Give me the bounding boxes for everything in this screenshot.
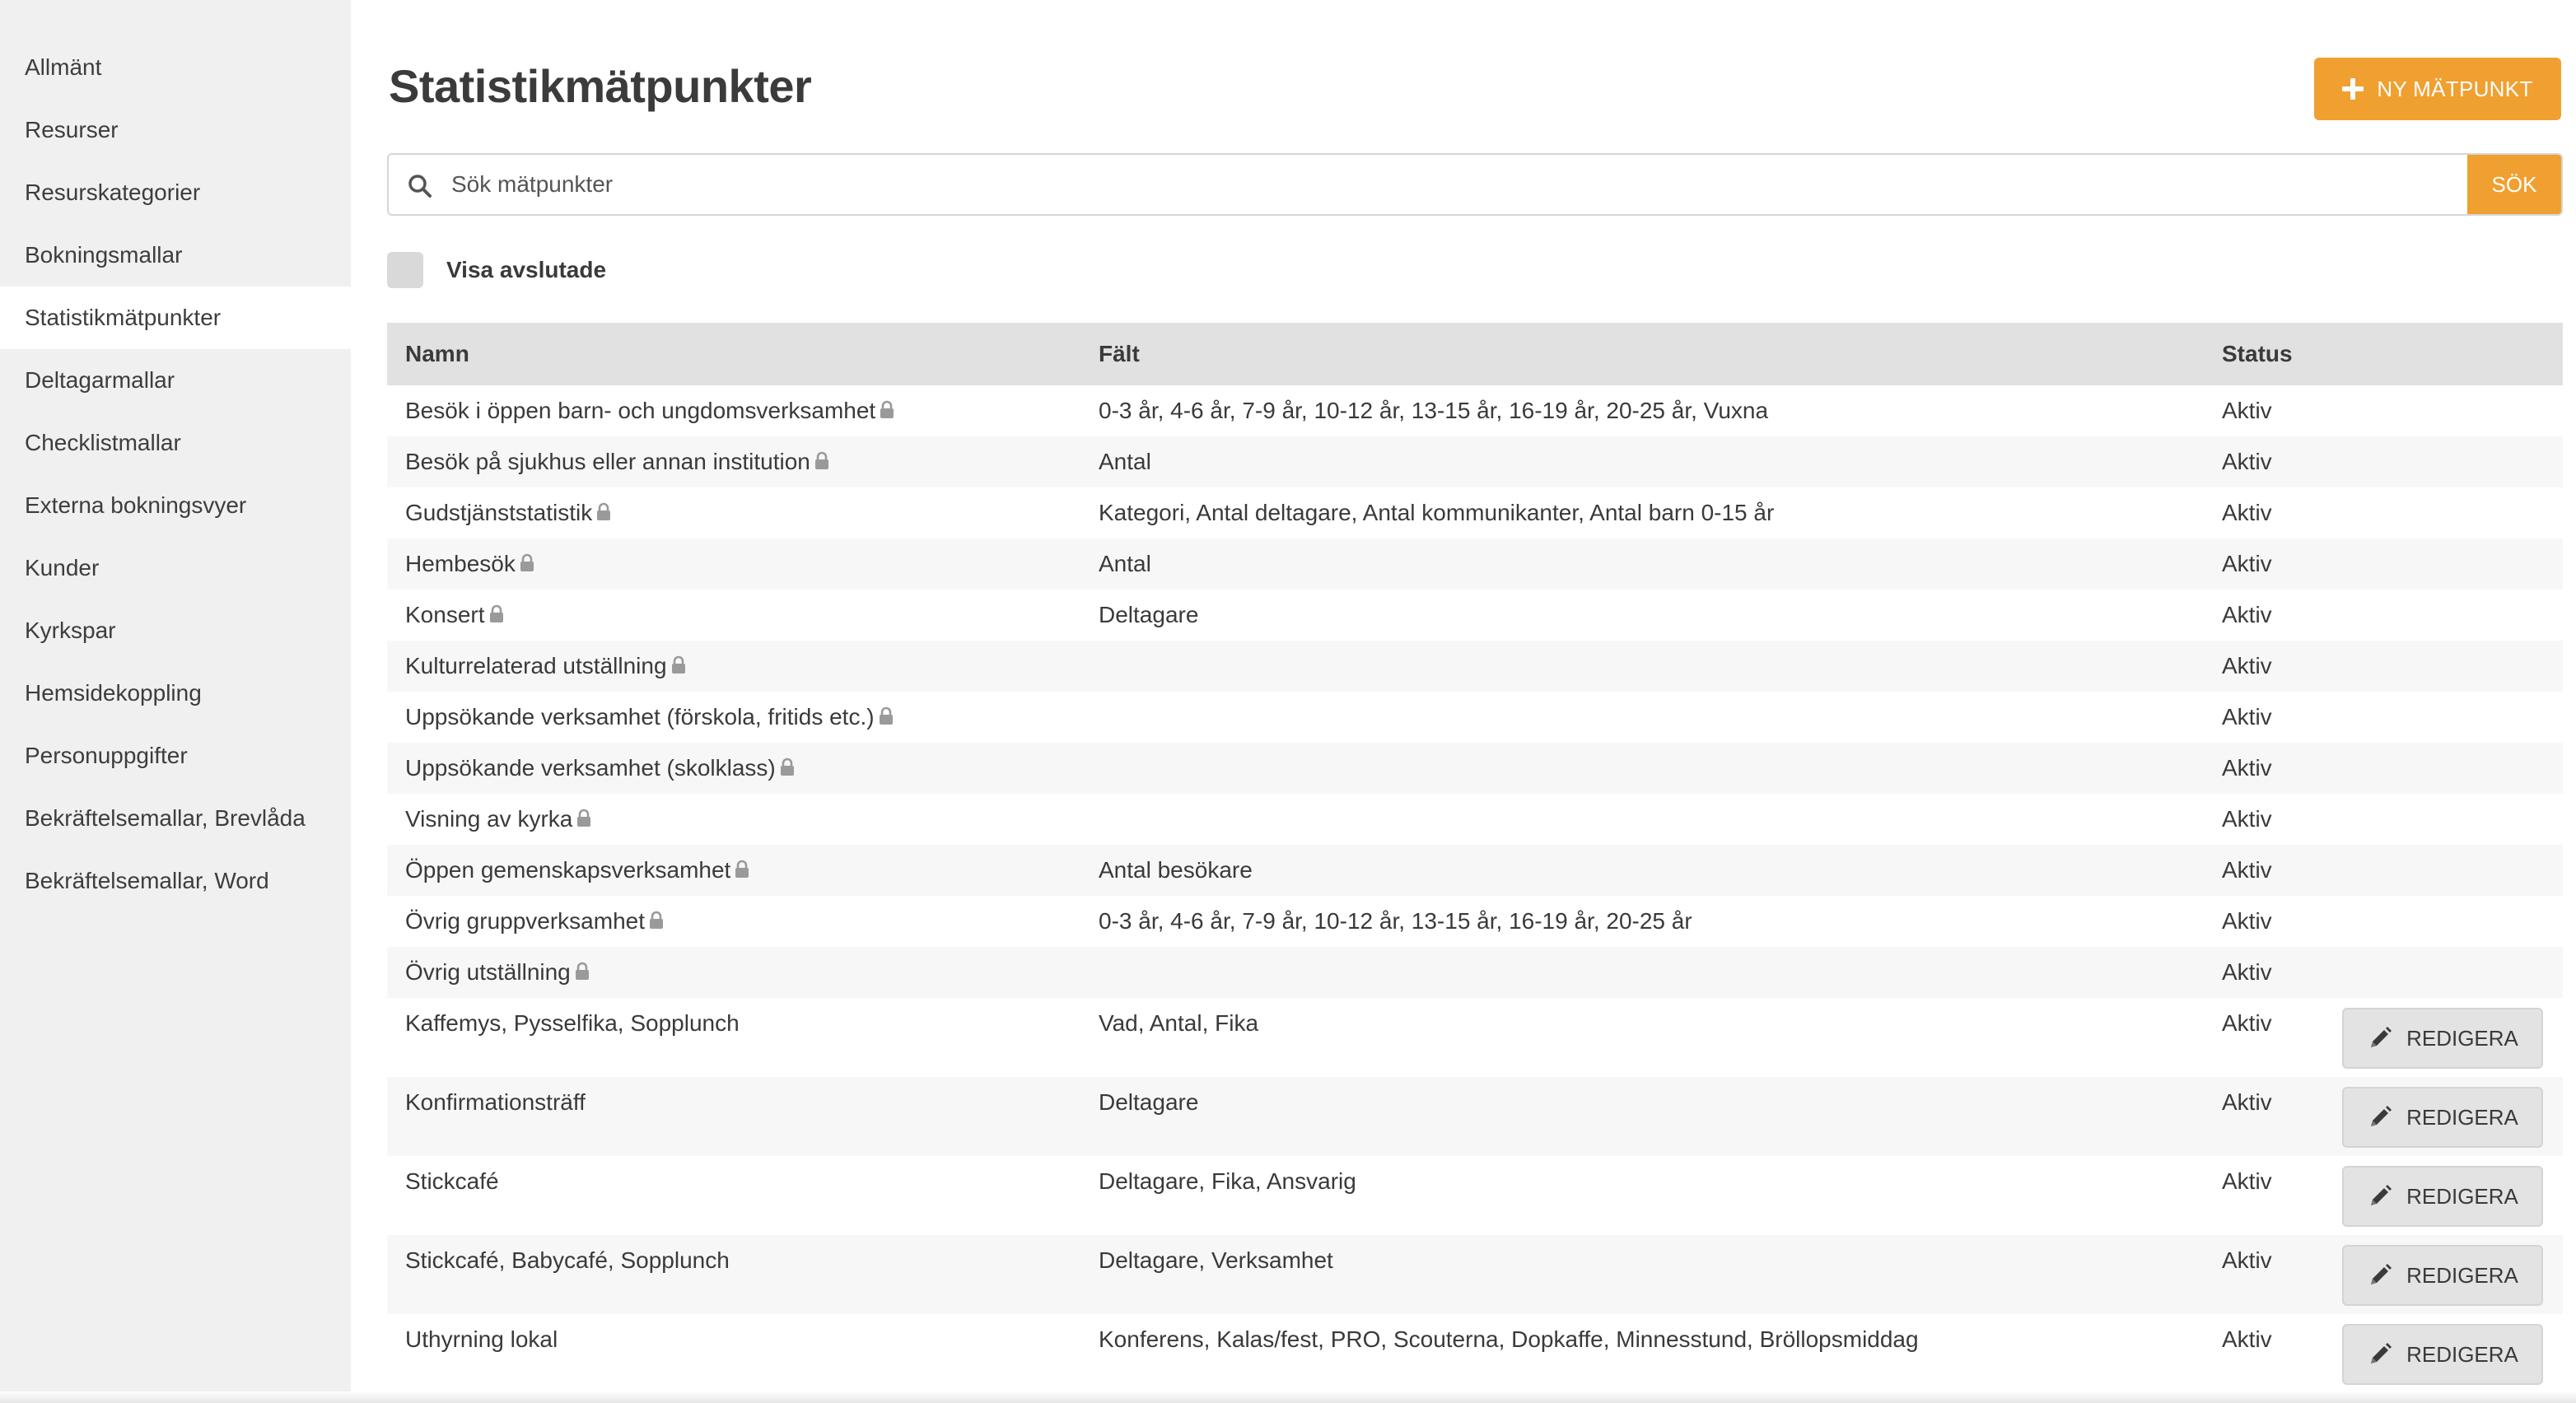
row-status: Aktiv <box>2222 398 2272 423</box>
row-status: Aktiv <box>2222 1089 2272 1115</box>
edit-button-label: REDIGERA <box>2406 1025 2518 1051</box>
row-name-text: Besök på sjukhus eller annan institution <box>405 449 810 474</box>
search-icon <box>407 173 433 199</box>
row-name-text: Uthyrning lokal <box>405 1326 558 1352</box>
pencil-icon <box>2367 1341 2393 1368</box>
row-fields: Konferens, Kalas/fest, PRO, Scouterna, Dopkaffe, Minnesstund, Bröllopsmiddag <box>1099 1326 1919 1352</box>
row-status: Aktiv <box>2222 908 2272 934</box>
row-name-text: Konsert <box>405 602 485 627</box>
lock-icon <box>519 540 535 560</box>
row-name-text: Öppen gemenskapsverksamhet <box>405 857 731 883</box>
sidebar-item[interactable]: Deltagarmallar <box>25 367 175 393</box>
row-fields: Antal besökare <box>1099 857 1253 883</box>
row-status: Aktiv <box>2222 857 2272 883</box>
edit-button-label: REDIGERA <box>2406 1104 2518 1130</box>
lock-icon <box>779 744 796 764</box>
search-bar <box>387 153 2563 216</box>
row-status: Aktiv <box>2222 551 2272 576</box>
edit-button-label: REDIGERA <box>2406 1183 2518 1209</box>
row-name-text: Övrig utställning <box>405 959 571 985</box>
row-name <box>405 385 895 436</box>
pencil-icon <box>2367 1262 2393 1289</box>
column-header-fields: Fält <box>1099 341 1140 366</box>
new-measure-point-label: NY MÄTPUNKT <box>2377 76 2533 101</box>
sidebar-item[interactable]: Externa bokningsvyer <box>25 492 247 518</box>
column-header-name: Namn <box>405 341 469 366</box>
lock-icon <box>879 387 895 407</box>
pencil-icon <box>2367 1104 2393 1130</box>
row-name-text: Konfirmationsträff <box>405 1089 586 1115</box>
sidebar-item[interactable]: Hemsidekoppling <box>25 680 202 706</box>
row-name <box>405 641 687 692</box>
lock-icon <box>734 846 750 866</box>
edit-button-label: REDIGERA <box>2406 1341 2518 1367</box>
row-name <box>405 947 590 998</box>
show-ended-checkbox[interactable] <box>387 252 423 288</box>
table-row <box>387 1314 2563 1393</box>
page-title: Statistikmätpunkter <box>389 60 812 112</box>
edit-button[interactable] <box>2342 1324 2543 1385</box>
sidebar-item[interactable]: Resurser <box>25 117 119 142</box>
table-row <box>387 896 2563 947</box>
measure-points-table <box>387 323 2563 1393</box>
lock-icon <box>878 693 894 713</box>
row-status: Aktiv <box>2222 602 2272 627</box>
row-name <box>405 743 796 794</box>
row-fields: Deltagare, Verksamhet <box>1099 1247 1333 1273</box>
row-name <box>405 487 612 538</box>
row-name-text: Visning av kyrka <box>405 806 573 832</box>
sidebar-item[interactable]: Kunder <box>25 555 100 580</box>
row-status: Aktiv <box>2222 704 2272 729</box>
table-row <box>387 487 2563 538</box>
row-status: Aktiv <box>2222 1168 2272 1194</box>
row-fields: Antal <box>1099 449 1151 474</box>
sidebar-item[interactable]: Kyrkspar <box>25 618 116 643</box>
edit-button[interactable] <box>2342 1008 2543 1069</box>
row-status: Aktiv <box>2222 755 2272 781</box>
row-name-text: Gudstjänststatistik <box>405 500 593 525</box>
table-row <box>387 998 2563 1077</box>
sidebar-item[interactable]: Personuppgifter <box>25 743 188 768</box>
row-status: Aktiv <box>2222 806 2272 832</box>
edit-button-label: REDIGERA <box>2406 1262 2518 1288</box>
edit-button[interactable] <box>2342 1087 2543 1148</box>
row-fields: Deltagare, Fika, Ansvarig <box>1099 1168 1356 1194</box>
row-name <box>405 794 592 845</box>
row-status: Aktiv <box>2222 959 2272 985</box>
table-row <box>387 1235 2563 1314</box>
row-name <box>405 538 535 590</box>
row-status: Aktiv <box>2222 449 2272 474</box>
lock-icon <box>574 949 590 968</box>
row-fields: Vad, Antal, Fika <box>1099 1010 1259 1036</box>
table-row <box>387 641 2563 692</box>
row-name-text: Uppsökande verksamhet (förskola, fritids etc.) <box>405 704 875 729</box>
row-status: Aktiv <box>2222 1247 2272 1273</box>
lock-icon <box>488 591 505 611</box>
row-status: Aktiv <box>2222 653 2272 678</box>
row-status: Aktiv <box>2222 1010 2272 1036</box>
sidebar-item[interactable]: Statistikmätpunkter <box>0 287 351 349</box>
row-name <box>405 845 750 896</box>
row-name-text: Stickcafé, Babycafé, Sopplunch <box>405 1247 730 1273</box>
row-name-text: Stickcafé <box>405 1168 499 1194</box>
row-name <box>405 1156 499 1207</box>
row-fields: 0-3 år, 4-6 år, 7-9 år, 10-12 år, 13-15 år, 16-19 år, 20-25 år <box>1099 908 1692 934</box>
row-name-text: Uppsökande verksamhet (skolklass) <box>405 755 776 781</box>
edit-button[interactable] <box>2342 1166 2543 1227</box>
main-content <box>387 0 2563 1403</box>
table-row <box>387 436 2563 487</box>
show-ended-label: Visa avslutade <box>446 257 607 282</box>
row-status: Aktiv <box>2222 500 2272 525</box>
row-fields: 0-3 år, 4-6 år, 7-9 år, 10-12 år, 13-15 år, 16-19 år, 20-25 år, Vuxna <box>1099 398 1769 423</box>
row-name-text: Övrig gruppverksamhet <box>405 908 646 934</box>
table-row <box>387 947 2563 998</box>
row-name <box>405 1314 558 1365</box>
row-name <box>405 590 505 641</box>
sidebar-item[interactable]: Allmänt <box>25 54 102 80</box>
table-row <box>387 590 2563 641</box>
show-ended-filter <box>387 252 606 288</box>
row-name-text: Besök i öppen barn- och ungdomsverksamhet <box>405 398 876 423</box>
search-input[interactable] <box>451 155 2230 214</box>
row-fields: Deltagare <box>1099 602 1199 627</box>
row-name <box>405 896 665 947</box>
sidebar-item[interactable]: Bekräftelsemallar, Brevlåda <box>25 805 306 831</box>
row-name <box>405 436 830 487</box>
table-row <box>387 845 2563 896</box>
lock-icon <box>814 438 830 458</box>
row-fields: Antal <box>1099 551 1151 576</box>
window-bottom-edge <box>0 1391 2576 1403</box>
table-row <box>387 385 2563 436</box>
row-fields: Kategori, Antal deltagare, Antal kommunikanter, Antal barn 0-15 år <box>1099 500 1775 525</box>
row-status: Aktiv <box>2222 1326 2272 1352</box>
table-row <box>387 794 2563 845</box>
table-body <box>387 385 2563 1393</box>
row-name <box>405 998 740 1049</box>
row-name-text: Hembesök <box>405 551 516 576</box>
table-row <box>387 743 2563 794</box>
table-header <box>387 323 2563 385</box>
plus-icon <box>2342 78 2364 100</box>
sidebar-item[interactable]: Bokningsmallar <box>25 242 183 268</box>
table-row <box>387 1077 2563 1156</box>
lock-icon <box>595 489 612 509</box>
edit-button[interactable] <box>2342 1245 2543 1306</box>
row-fields: Deltagare <box>1099 1089 1199 1115</box>
sidebar <box>0 0 351 1403</box>
table-row <box>387 538 2563 590</box>
lock-icon <box>576 795 592 815</box>
pencil-icon <box>2367 1025 2393 1051</box>
lock-icon <box>648 897 665 917</box>
sidebar-item[interactable]: Bekräftelsemallar, Word <box>25 868 269 893</box>
table-row <box>387 692 2563 743</box>
sidebar-item[interactable]: Checklistmallar <box>25 430 181 455</box>
row-name-text: Kaffemys, Pysselfika, Sopplunch <box>405 1010 740 1036</box>
column-header-status: Status <box>2222 341 2293 366</box>
row-name-text: Kulturrelaterad utställning <box>405 653 667 678</box>
lock-icon <box>670 642 687 662</box>
new-measure-point-button[interactable] <box>2314 58 2561 120</box>
sidebar-item[interactable]: Resurskategorier <box>25 179 201 205</box>
table-row <box>387 1156 2563 1235</box>
pencil-icon <box>2367 1183 2393 1210</box>
row-name <box>405 692 894 743</box>
row-name <box>405 1077 586 1128</box>
row-name <box>405 1235 730 1286</box>
search-button[interactable]: SÖK <box>2467 155 2561 214</box>
